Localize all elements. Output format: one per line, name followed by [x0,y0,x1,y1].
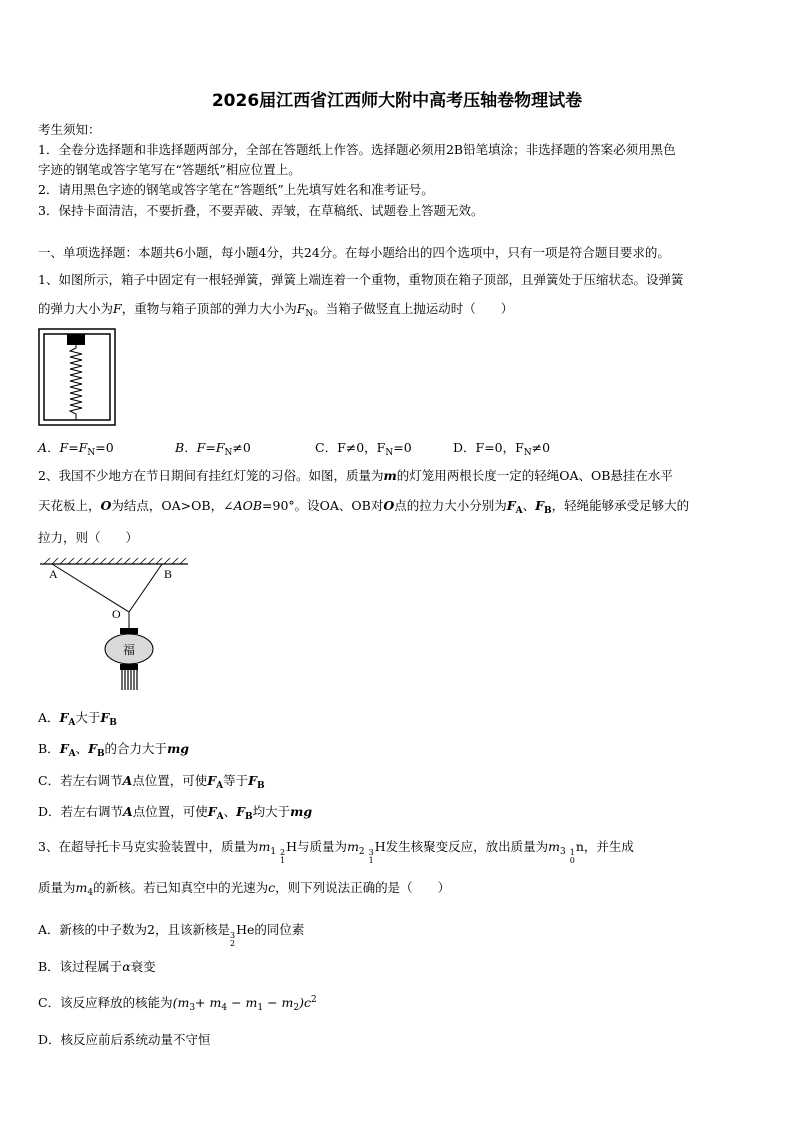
spring [70,345,82,420]
q1-F: F [113,301,122,316]
q1-option-b[interactable]: B．$F=F_N\ne 0$ [175,440,251,458]
lantern-tassel [122,670,137,690]
q3-stem-line2: 质量为$m_4$的新核。若已知真空中的光速为c，则下列说法正确的是（ ） [38,880,451,898]
label-b: B [164,567,173,581]
q2-option-b[interactable]: B．$F_A$、$F_B$的合力大于mg [38,741,190,759]
q1-option-a[interactable]: A．$F=F_N=0$ [38,440,114,458]
q1-box-spring-figure [38,328,118,428]
page-title: 2026届江西省江西师大附中高考压轴卷物理试卷 [211,91,583,111]
q3-option-a[interactable]: A．新核的中子数为2，且该新核是 3 2 He的同位素 [38,922,305,948]
lantern-cap [120,628,138,634]
lantern-character: 福 [122,643,136,657]
rope-oa [52,564,129,612]
nuclide-neutron-index: 1 0 [569,848,575,865]
q1-text: 。当箱子做竖直上抛运动时（ ） [313,301,514,316]
q1-option-d[interactable]: D．F=0，$F_N\ne 0$ [453,440,551,458]
ceiling-hatch [44,558,186,564]
notice-item-1: 1．全卷分选择题和非选择题两部分，全部在答题纸上作答。选择题必须用2B铅笔填涂；非选择题的答案必须用黑色 [38,142,676,157]
q3-option-d[interactable]: D．核反应前后系统动量不守恒 [38,1032,211,1047]
q1-FN: F [296,301,306,316]
q3-option-b[interactable]: B．该过程属于α衰变 [38,959,156,974]
notice-item-2: 2．请用黑色字迹的钢笔或答字笔在“答题纸”上先填写姓名和准考证号。 [38,182,434,197]
q3-stem-line1: 3、在超导托卡马克实验装置中，质量为$m_1$ 2 1 H与质量为$m_2$ 3 1 H发生核聚变反应，放出质量为$m_3$ 1 0 n，并生成 [38,839,634,865]
q1-FN-sub: N [305,309,314,319]
q1-stem-line1: 1、如图所示，箱子中固定有一根轻弹簧，弹簧上端连着一个重物，重物顶在箱子顶部，且弹簧处于压缩状态。设弹簧 [38,272,684,287]
lantern-base [120,664,138,670]
label-o: O [112,607,121,621]
q2-lantern-figure [38,556,190,696]
q2-stem-line1: 2、我国不少地方在节日期间有挂红灯笼的习俗。如图，质量为m的灯笼用两根长度一定的轻绳OA、OB悬挂在水平 [38,468,673,483]
q2-option-a[interactable]: A．$F_A$大于$F_B$ [38,710,117,728]
rope-ob [129,564,162,612]
q3-option-c[interactable]: C．该反应释放的核能为$(m_3+ m_4 - m_1 - m_2)c^2$ [38,995,317,1013]
q1-option-c[interactable]: C．F≠0，$F_N=0$ [315,440,412,458]
q1-text: ，重物与箱子顶部的弹力大小为 [121,301,297,316]
q2-stem-line3: 拉力，则（ ） [38,530,139,545]
label-a: A [49,567,58,581]
weight-block [67,334,85,345]
notice-item-1-cont: 字迹的钢笔或答字笔写在“答题纸”相应位置上。 [38,162,301,177]
nuclide-tritium-index: 3 1 [368,848,374,865]
q2-option-c[interactable]: C．若左右调节A点位置，可使$F_A$等于$F_B$ [38,773,265,791]
section-heading: 一、单项选择题：本题共6小题，每小题4分，共24分。在每小题给出的四个选项中，只有一项是符合题目要求的。 [38,245,670,260]
q1-stem-line2 [38,300,756,323]
notice-heading: 考生须知： [38,122,101,137]
notice-item-3: 3．保持卡面清洁，不要折叠，不要弄破、弄皱，在草稿纸、试题卷上答题无效。 [38,203,484,218]
nuclide-deuterium-index: 2 1 [280,848,286,865]
q1-text: 的弹力大小为 [38,301,114,316]
q2-option-d[interactable]: D．若左右调节A点位置，可使$F_A$、$F_B$均大于mg [38,804,313,822]
q2-stem-line2: 天花板上，O为结点，OA>OB，∠AOB=90°。设OA、OB对O点的拉力大小分别为$F_A$、$F_B$，轻绳能够承受足够大的 [38,498,690,516]
